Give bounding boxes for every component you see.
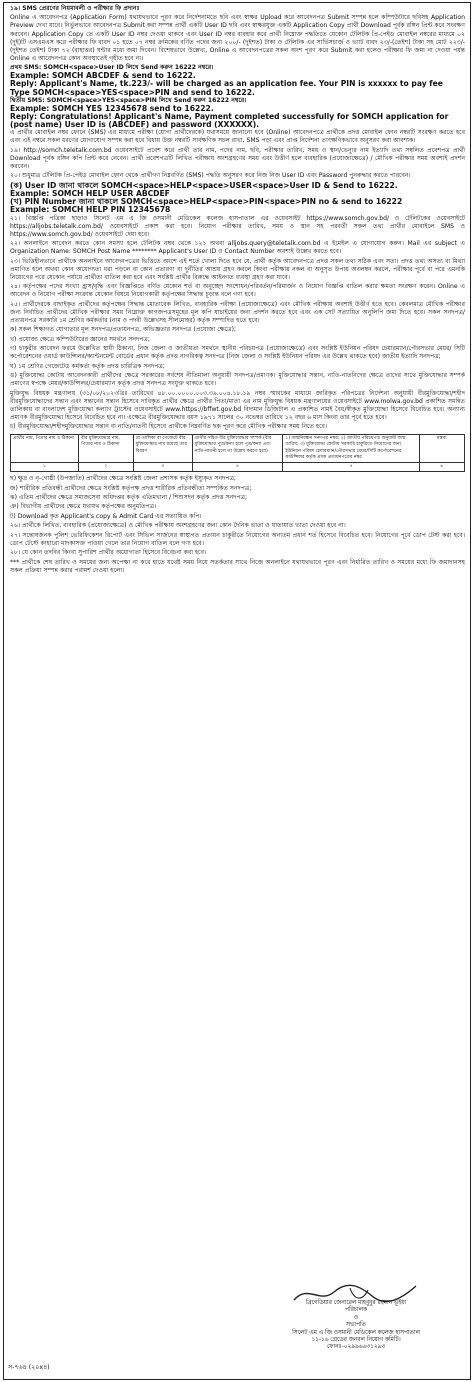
table-cell: ৫: [283, 462, 419, 471]
signatory-role-chair: সভাপতি: [346, 1322, 366, 1329]
freedom-fighter-table: [10, 434, 465, 472]
sms-info-paragraph: এ প্রার্থীর মোবাইল নম্বর ফোনে (SMS) এর মাধ্যমে পরীক্ষা (যোগ্য প্রার্থীদেরকে) যথাসময়ে জানানো হবে (Online) আবেদনপত্রে প্রার্থীকে প্রদত্ত মোবাইল ফোন নম্বরটি সংরক্ষণ করতে হবে এবং এই নম্বরে সকল ধরণের যোগাযোগ সম্পন্ন করা হবে বিধায় উক্ত নম্বরটি সার্বক্ষণিক সচল রাখা, SMS পড়া এবং প্রাপ্ত নির্দেশনা তাৎক্ষণিকভাবে অনুসরণ করা আবশ্যক।: [10, 129, 465, 145]
signatory-committee: ১১-১৬ গ্রেডের জনবল নিয়োগ কমিটি।: [311, 1337, 401, 1344]
police-verification-paragraph: ২৭। সন্তোষজনক পুলিশ ভেরিফিকেশন রিপোর্ট এবং সিভিল সার্জনের স্বাস্থ্যগত প্রত্যয়ন চাকুরীতে নিয়োগের অন্যতম প্রধান শর্ত হিসেবে বিবেচিত হবে। নিয়োগের পূর্বে ডোপ টেস্ট করা হবে। ডোপ টেস্টে কাহারো মাদকাসক্ত পাওয়া গেলে তার নিয়োগ বাতিল বলে গণ্য হবে।: [10, 531, 465, 547]
doc-item-gh: ঘ) ১ম শ্রেণির গেজেটেড কর্মকর্তা কর্তৃক প্রদত্ত চারিত্রিক সনদপত্র;: [10, 362, 165, 370]
doc-item-kh: খ) প্রযোজ্য ক্ষেত্রে কম্পিউটারের জ্ঞানের সমর্থনে সনদপত্র;: [10, 335, 150, 343]
help-pin-instruction: (খ) PIN Number জানা থাকলে SOMCH<space>HELP<space>PIN<space>PIN no & send to 16222: [10, 197, 403, 207]
table-cell: ২: [79, 462, 133, 471]
authority-paragraph: ২৪। কর্তৃপক্ষের পদের সংখ্যা হ্রাস/বৃদ্ধি এবং বিজ্ঞপ্তিতে বর্ণিত যেকোন শর্ত বা অনুচ্ছেদ সংশোধন/পরিবর্তন/পরিমার্জন ও নিয়োগ বিজ্ঞপ্তি বাতিল করার ক্ষমতা সংরক্ষণ করেন। Online এ আবেদন ও নিয়োগ পরীক্ষা সংক্রান্ত যেকোন বিষয়ে নিয়োগকারী কর্তৃপক্ষের সিদ্ধান্ত চূড়ান্ত বলে গণ্য হবে।: [10, 283, 465, 299]
allowance-paragraph: ২৬। প্রার্থীকে লিখিত, ব্যবহারিক (প্রযোজ্যক্ষেত্রে) ও মৌখিক পরীক্ষায় অংশগ্রহণের জন্য কোন দৈনিক ভাতা ও যাতায়াত ভাতা দেওয়া হবে না।: [10, 522, 346, 530]
signatory-phone: ফোনঃ-০২৯৯৬৬৩১২৯৩: [326, 1344, 386, 1351]
disqualification-paragraph: ২৮। যে কোন তদবির কিংবা সুপারিশ প্রার্থীর অযোগ্যতা হিসেবে বিবেচনা করা হবে।: [10, 549, 207, 557]
sms1-example: Example: SOMCH ABCDEF & send to 16222.: [10, 71, 196, 81]
false-info-paragraph: ২৩। ভিত্তিহীনভাবে প্রার্থীকে অনলাইনে আবেদনপত্রের ভিত্তিতে অংশে এই শর্তে খোলা দিতে হবে যে, প্রার্থী কর্তৃক আবেদনপত্রে প্রদত্ত সকল তথ্য সঠিক এবং সত্য। প্রদত্ত তথ্য অসত্য বা মিথ্যা প্রমাণিত হলে অথবা কোন অযোগ্যতা ধরা পড়লে বা কোন প্রতারণা বা দুর্নীতির আশ্রয় গ্রহণ করলে কিংবা পরীক্ষায় নকল বা অনুসৃত উপায় অবলম্বন করলে, পরীক্ষার পূর্বে বা পরে এমনকি নিয়োগের পরে যেকোন পর্যায়ে প্রার্থীতা বাতিল করা হবে এবং সংশ্লিষ্ট প্রার্থীর বিরুদ্ধে আইনগত ব্যবস্থা গ্রহণ করা যাবে।: [10, 257, 465, 281]
doc-item-jh: ঝ) এতিম প্রার্থীদের ক্ষেত্রে সমাজসেবা অধিদপ্তর কর্তৃক এতিমখানা / শিশুসদন কর্তৃক প্রদত্ত সনদপত্র;: [10, 494, 248, 502]
signatory-role: পরিচালক: [345, 1307, 367, 1314]
freedom-fighter-paragraph: মুক্তিযুদ্ধ বিষয়ক মন্ত্রণালয় (৩১/০৮/২০২৩খ্রিঃ তারিখের ৪৮.০০.০০০০.০০৩.৩৯.০০৪.১৮.১৯ নম্বর স্মারকের মাধ্যমে জারিকৃত পরিপত্রের নির্দেশনা অনুযায়ী বীরমুক্তিযোদ্ধা/শহীদ বীরমুক্তিযোদ্ধাদের সন্তান এবং সন্তানের সন্তান হিসেবে দাবিকৃত প্রার্থীর ক্ষেত্রে প্রার্থীর পিতা/মাতা এর নাম মুক্তিযুদ্ধ বিষয়ক মন্ত্রণালয়ের ওয়েবসাইটে www.molwa.gov.bd প্রকাশিত সমন্বিত তালিকায় বা বাংলাদেশ মুক্তিযোদ্ধা কল্যাণ ট্রাস্টের ওয়েবসাইটে www.https://bffwt.gov.bd বিদ্যমান ডিজিটাল এ প্রকাশিত নামই বৈধ/স্বীকৃত মুক্তিযোদ্ধা হিসেবে বিবেচিত হবে। অন্যান্য প্রমাণক বীরমুক্তিযোদ্ধা হিসেবে বিবেচিত হবে না। এক্ষেত্রে বীরমুক্তিযোদ্ধার বয়স ১৯৭১ সালের ৩০ নভেম্বর তারিখে ১২ বছর ৬ মাস কিংবা তার পূর্বে হতে হবে।: [10, 389, 465, 421]
doc-item-g: গ) চাকুরীর আবেদন ফরমে উল্লেখিত স্থায়ী ঠিকানা, নিজ জেলা ও জাতীয়তা সমর্থনে স্থানীয় পরিচয়পত্র (প্রযোজ্যক্ষেত্রে) এবং সংশ্লিষ্ট ইউনিয়ন পরিষদ চেয়ারম্যান/পৌরসভার মেয়র/ সিটি কর্পোরেশনের ওয়ার্ড কাউন্সিলর/ক্যান্টনমেন্ট বোর্ডের প্রধান কর্তৃক প্রদত্ত নাগরিকত্ব সনদপত্র (নিজ জেলা ও সংশ্লিষ্ট ইউনিয়ন পরিষদ এর উল্লেখ থাকতে হবে) জাতীয় ইত্যাদি সনদপত্র;: [10, 345, 465, 361]
doc-item-j: জ) শারীরিক প্রতিবন্ধী প্রার্থীদের ক্ষেত্রে সংশ্লিষ্ট কর্তৃপক্ষ প্রদত্ত শারীরিক প্রতিবন্ধীতা সম্পর্কিত সনদপত্র;: [10, 484, 252, 492]
table-header-cell: প্রার্থীর নাম, পিতার নাম ও ঠিকানা: [11, 435, 79, 463]
help-userid-example: Example: SOMCH HELP USER ABCDEF: [10, 189, 170, 199]
document-page: [3, 2, 471, 1380]
table-header-cell: বীর মুক্তিযোদ্ধার নাম, পিতার নাম ও ঠিকানা: [79, 435, 133, 463]
table-header-cell: প্রার্থীর সহিত বীর মুক্তিযোদ্ধার সম্পর্ক (বীর মুক্তিযোদ্ধার পুত্র/কন্যা হলে পুত্র/কন্যা এবং নাতি-নাতনী হলে তা উল্লেখ করতে হবে): [192, 435, 283, 463]
table-cell: ৩: [133, 462, 192, 471]
footer-reference: স-৭৬৪ (২০x৪): [8, 1364, 50, 1371]
doc-item-ng: ঙ) মুক্তিযোদ্ধা কোটায় আবেদনকারী প্রার্থীদের ক্ষেত্রে সরকারের সর্বশেষ নীতিমালা অনুযায়ী সনদপত্র/প্রমাণক। মুক্তিযোদ্ধার সন্তান, নাতি-নাতনিদের ক্ষেত্রে তাদের সাথে মুক্তিযোদ্ধার সম্পর্ক প্রমাণের স্বপক্ষে মেয়র/কাউন্সিলর/চেয়ারম্যান কর্তৃক প্রদত্ত সনদপত্র সংযুক্ত থাকতে হবে।: [10, 372, 465, 388]
admit-card-paragraph: ১৯। http://somch.teletalk.com.bd ওয়েবসাইটে প্রবেশ করে প্রার্থী তার নাম, পদের নাম, ছবি, পরীক্ষার তারিখ, সময় ও স্থান/ভেন্যুর নাম ইত্যাদি তথ্য সম্বলিত প্রবেশপত্র প্রার্থী Download পূর্বক রঙ্গিন কপি প্রিন্ট করে নেবেন। প্রার্থী প্রবেশপত্রটি লিখিত পরীক্ষায় অংশগ্রহণের সময় এবং উত্তীর্ণ হলে ব্যবহারিক (প্রযোজ্যক্ষেত্রে) / মৌখিক পরীক্ষার সময় অবশ্যই প্রদর্শন করবেন।: [10, 146, 465, 170]
advice-note: *** প্রার্থীকে শেষ তারিখ ও সময়ের জন্য অপেক্ষা না করে হাতে যথেষ্ট সময় নিয়ে সতর্কতার সাথে নিজে অনলাইনে যথাযথভাবে পূরণ এবং নির্ধারিত তারিখ ও সময়ের মধ্যে ফি জমাদানসহ সকল প্রক্রিয়া সম্পন্ন করার পরামর্শ দেওয়া হলো।: [10, 558, 465, 574]
signatory-organization: সিলেট এম এ জি ওসমানী মেডিকেল কলেজ হাসপাতাল: [292, 1329, 420, 1336]
query-paragraph: ২২। অনলাইনে আবেদন করতে কোন সমস্যা হলে টেলিটক নম্বর থেকে ১২১ অথবা alljobs.query@teletalk.com.bd এ ইমেইল এ যোগাযোগ করুন। Mail এর subject এ Organization Name: SOMCH Post Name ******** Applicant's User ID ও Contact Number অবশ্যই উল্লেখ করতে হবে।: [10, 240, 465, 256]
table-cell: ৬: [419, 462, 464, 471]
sms2-instruction: দ্বিতীয় SMS: SOMCH<space>YES<space>PIN লিখে Send করুন 16222 নম্বরে।: [10, 96, 247, 104]
sms1-instruction: প্রথম SMS: SOMCH<space>User ID লিখে Send করুন 16222 নম্বরে।: [10, 64, 214, 72]
table-header-row: [11, 435, 465, 463]
help-userid-instruction: (ক) User ID জানা থাকলে SOMCH<space>HELP<space>USER<space>User ID & Send to 16222.: [10, 180, 398, 190]
signatory-conjunction: ও: [353, 1314, 359, 1321]
doc-item-chh: ছ) ক্ষুদ্র ও নৃ-গোষ্ঠী (উপজাতি) প্রার্থীদের ক্ষেত্রে সংশ্লিষ্ট জেলা প্রশাসক কর্তৃক ইস্যুকৃত সনদপত্র;: [10, 475, 236, 483]
doc-item-t: ট) Download কৃত Applicant's copy & Admit Card এর সত্যায়িত কপি।: [10, 512, 202, 520]
sms2-example: Example: SOMCH YES 12345678 send to 16222.: [10, 103, 214, 113]
table-header-cell: যে তালিকা বা গেজেটে বীর মুক্তিযোদ্ধার নাম রয়েছে তার বিবরণ: [133, 435, 192, 463]
table-header-cell: ১) জন্মনিবন্ধন সনদপত্র নম্বর; ২) জাতীয় পরিচয়পত্র অনুযায়ী জন্ম তারিখ; ৩) মুক্তিযোদ্ধা কোটায় সরকারি চাকুরিতে নিয়োগের জন্য ইউনিয়ন পরিষদ চেয়ারম্যান/পৌরসভার মেয়র/সিটি কর্পোরেশনের কাউন্সিলর কর্তৃক প্রদত্ত প্রত্যয়নপত্রের নম্বর: [283, 435, 419, 463]
recovery-paragraph: ২০। শুধুমাত্র টেলিটক প্রি-পেইড মোবাইল ফোন থেকে প্রার্থীগণ নিম্নবর্ণিত (SMS) পদ্ধতি অনুসরণ করে নিজ নিজ User ID এবং Password পুনরুদ্ধার করতে পারবেন।: [10, 172, 411, 180]
table-cell: ৪: [192, 462, 283, 471]
doc-item-n: ঞ) বিভাগীয় প্রার্থীদের ক্ষেত্রে যথাযথ কর্তৃপক্ষের অনুমতিপত্র।: [10, 503, 157, 511]
table-header-cell: মন্তব্য: [419, 435, 464, 463]
help-pin-example: Example: SOMCH HELP PIN 12345678: [10, 205, 171, 215]
signature-block: [250, 1288, 462, 1368]
website-paragraph: ২১। বিজ্ঞপ্তি পত্রিকা ছাড়াও সিলেট এম এ জি ওসমানী মেডিকেল কলেজ হাসপাতাল এর ওয়েবসাইট https://www.somch.gov.bd/ ও টেলিটকের ওয়েবসাইটে https://alljobs.teletalk.com.bd/ ওয়েবসাইটে প্রকাশ করা হবে। নিয়োগ পরীক্ষার তারিখ, সময় ও স্থান সহ পরবর্তী সকল তথ্য প্রার্থীর মোবাইলে SMS ও https://www.somch.gov.bd/ ওয়েবসাইটে দেয়া হবে।: [10, 214, 465, 238]
section-title: ১৯। SMS প্রেরণের নিয়মাবলী ও পরীক্ষার ফি প্রদানঃ: [10, 5, 140, 12]
table-cell: ১: [11, 462, 79, 471]
sms1-reply: Reply: Applicant's Name, tk.223/- will be charged as an application fee. Your PIN is xxxxxx to pay fee Type SOMCH<space>YES<space>PIN and send to 16222.: [10, 79, 443, 97]
intro-paragraph: Online এ আবেদনপত্র (Application Form) যথাযথভাবে পূরণ করে নির্দেশনামতে ছবি এবং স্বাক্ষর Upload করে আবেদনপত্র Submit সম্পন্ন হলে কম্পিউটারে ছবিসহ Application Preview দেখা যাবে। নির্ভুলভাবে আবেদনপত্র Submit করা সম্পন্ন প্রার্থী একটি User ID ছবি এবং স্বাক্ষরযুক্ত একটি Application Copy প্রার্থী Download পূর্বক রঙ্গিন প্রিন্ট করে সংরক্ষণ করবেন। Application Copy তে একটি User ID নম্বর দেওয়া থাকবে এবং User ID নম্বর ব্যবহার করে প্রার্থী নিম্নোক্ত পদ্ধতিতে যেকোন টেলিটক প্রি-পেইড মোবাইল নম্বরের মাধ্যমে ০২ (দুই)টি এসএমএস করে পরীক্ষার ফি বাবদ ০১ হতে ০৭ নম্বর ক্রমিকের বর্ণিত পদের জন্য ২০০/- (দুইশত) টাকা ও টেলিটক এর সার্ভিসচার্জ ও ভ্যাট বাবদ ২৩/-(তেইশ) টাকা সহ মোট ২২৩/-(দুইশত তেইশ) টাকা ৭২ (বাহাত্তর) ঘন্টার মধ্যে জমা দিবেন। বিশেষভাবে উল্লেখ্য, Online এ আবেদনপত্রের সকল অংশ পূরণ করে Submit করা হলেও পরীক্ষার ফি জমা না দেওয়া পর্যন্ত Online এ আবেদনপত্র কোন অবস্থাতেই গৃহীত হবে না।: [10, 14, 465, 62]
doc-item-k: ক) সকল শিক্ষাগত যোগ্যতার মূল সনদপত্র/প্রত্যয়নপত্র, অভিজ্ঞতার সনদপত্র (প্রযোজ্য ক্ষেত্রে);: [10, 326, 237, 334]
exam-paragraph: ২৫। প্রার্থীদেরকে বাছাইকৃত প্রার্থীদের কর্তৃপক্ষের সিদ্ধান্ত মোতাবেক লিখিত, ব্যবহারিক পরীক্ষা (প্রযোজ্যক্ষেত্রে) এবং মৌখিক পরীক্ষায় অবশ্যই উত্তীর্ণ হতে হবে। কেবলমাত্র মৌখিক পরীক্ষার জন্য নির্বাচিত প্রার্থীদের মৌখিক পরীক্ষার সময় নিম্নোক্ত কাগজপত্রসমূহের মূল কপি যাচাইয়ের জন্য প্রদর্শন করতে হবে এবং এক সেট সত্যায়িত অনুলিপি জমা দিতে হবে। সকল সনদপত্র/প্রত্যয়নপত্র সরকারি ১ম শ্রেণির কর্মকর্তার (নাম ও পদবী উল্লেখসহ সীলমোহর) কর্তৃক সম্পাদিত হতে হবে।: [10, 300, 465, 324]
doc-item-ch: চ) বীরমুক্তিযোদ্ধা/শহীদমুক্তিযোদ্ধার সন্তান বা নাতি/নাতনী হিসেবে প্রার্থীকে নিম্নবর্ণিত ছক পূরণ করে মৌখিক পরীক্ষার সময় নিতে হবে।: [10, 423, 328, 431]
handwritten-signature: [290, 1280, 420, 1306]
signatory-name: ব্রিগেডিয়ার জেনারেল মাহবুবুর রহমান ভূঁইয়া: [305, 1300, 407, 1306]
table-number-row: [11, 462, 465, 471]
sms2-reply: Reply: Congratulations! Applicant's Name, Payment completed successfully for SOMCH application for (post name) User ID is (ABCDEF) and password (XXXXXX).: [10, 112, 449, 130]
